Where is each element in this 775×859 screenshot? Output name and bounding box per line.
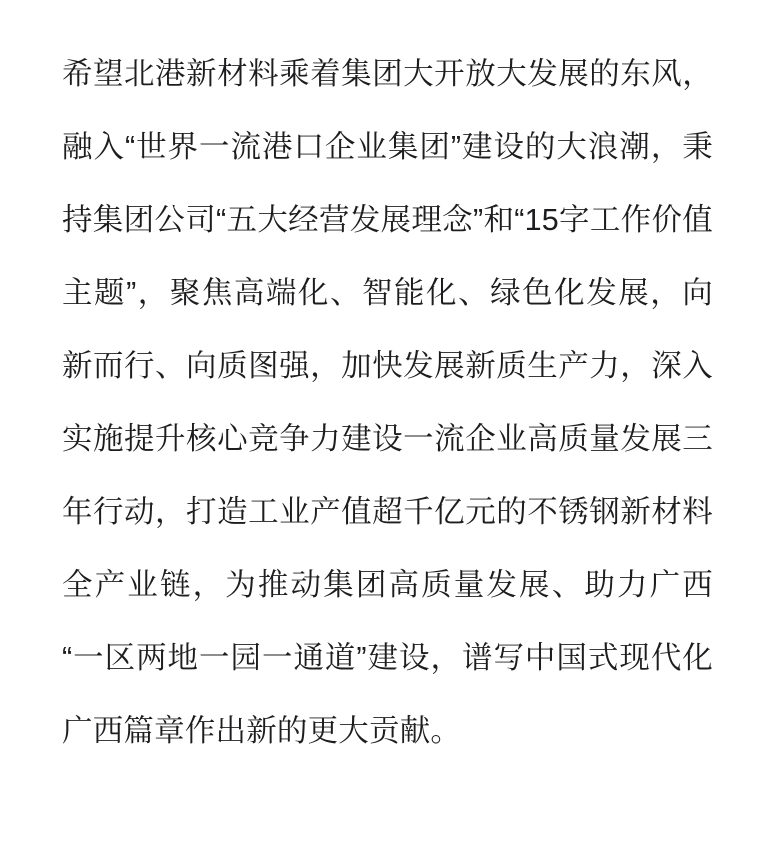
- paragraph: 希望北港新材料乘着集团大开放大发展的东风，融入“世界一流港口企业集团”建设的大浪潮，秉持集团公司“五大经营发展理念”和“15字工作价值主题”，聚焦高端化、智能化、绿色化发展，向新而行、向质图强，加快发展新质生产力，深入实施提升核心竞争力建设一流企业高质量发展三年行动，打造工业产值超千亿元的不锈钢新材料全产业链，为推动集团高质量发展、助力广西“一区两地一园一通道”建设，谱写中国式现代化广西篇章作出新的更大贡献。: [62, 57, 713, 748]
- document-body: [62, 38, 713, 768]
